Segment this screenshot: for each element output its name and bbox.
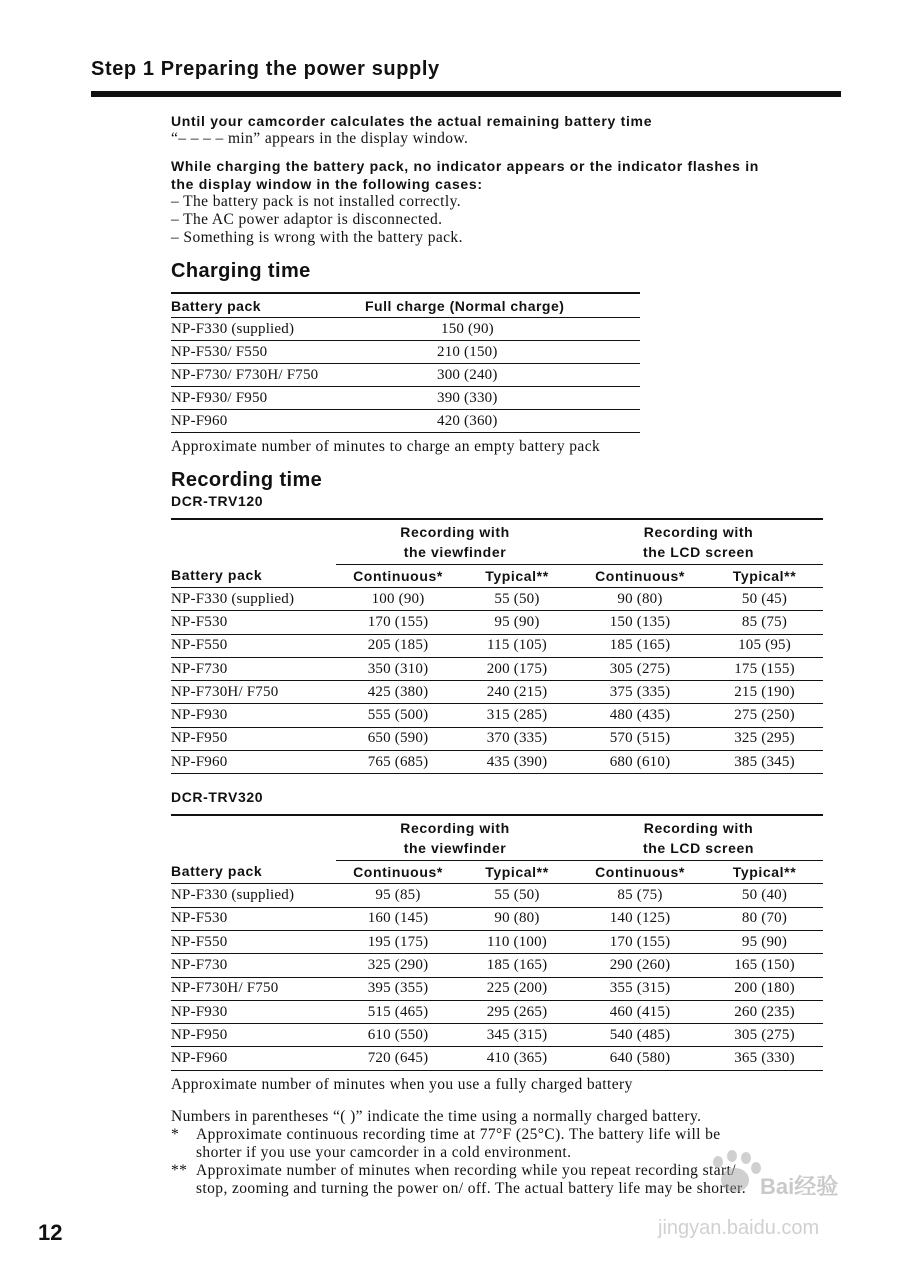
table-row [171,977,823,1000]
table-row [171,318,640,341]
battery-pack-cell: NP-F330 (supplied) [171,884,336,907]
typical-header: Typical** [706,861,823,884]
value-cell: 375 (335) [574,681,706,704]
value-cell: 555 (500) [336,704,460,727]
page-number: 12 [38,1220,63,1245]
bullet-item: – The AC power adaptor is disconnected. [171,211,443,228]
lcd-header-line2: the LCD screen [642,544,755,560]
table-row [171,611,823,634]
value-cell: 350 (310) [336,657,460,680]
viewfinder-group-header [336,815,574,861]
value-cell: 395 (355) [336,977,460,1000]
value-cell: 315 (285) [460,704,574,727]
battery-pack-cell: NP-F930 [171,704,336,727]
value-cell: 90 (80) [574,588,706,611]
battery-pack-cell: NP-F930 [171,1000,336,1023]
value-cell: 115 (105) [460,634,574,657]
battery-pack-cell: NP-F550 [171,634,336,657]
footnote-text: Approximate continuous recording time at 77°F (25°C). The battery life will be [196,1125,721,1143]
continuous-header: Continuous* [574,861,706,884]
value-cell: 305 (275) [574,657,706,680]
viewfinder-header-line1: Recording with [400,524,510,540]
value-cell: 480 (435) [574,704,706,727]
battery-pack-cell: NP-F330 (supplied) [171,588,336,611]
battery-pack-cell: NP-F530 [171,611,336,634]
value-cell: 260 (235) [706,1000,823,1023]
intro-section [171,112,823,247]
value-cell: 570 (515) [574,727,706,750]
table-row [171,634,823,657]
battery-pack-cell: NP-F730 [171,954,336,977]
battery-pack-cell: NP-F550 [171,930,336,953]
value-cell: 105 (95) [706,634,823,657]
value-cell: 410 (365) [460,1047,574,1070]
value-cell: 110 (100) [460,930,574,953]
table-row [171,387,640,410]
value-cell: 390 (330) [365,387,640,410]
viewfinder-header-line1: Recording with [400,820,510,837]
value-cell: 200 (175) [460,657,574,680]
footnote-marker: * [171,1125,180,1143]
value-cell: 275 (250) [706,704,823,727]
continuous-header: Continuous* [336,861,460,884]
value-cell: 460 (415) [574,1000,706,1023]
table-row [171,364,640,387]
viewfinder-header-line2: the viewfinder [403,840,507,857]
lcd-group-header [574,815,823,861]
value-cell: 325 (290) [336,954,460,977]
value-cell: 385 (345) [706,751,823,774]
recording-time-table-trv120 [171,518,823,774]
value-cell: 95 (90) [706,930,823,953]
watermark-brand: Bai经验 [760,1174,839,1199]
value-cell: 435 (390) [460,751,574,774]
recording-time-title: Recording time [171,469,323,491]
typical-header: Typical** [706,565,823,588]
baidu-jingyan-watermark [640,1150,850,1245]
charging-caption: Approximate number of minutes to charge an empty battery pack [171,438,601,455]
table-row [171,954,823,977]
bullet-item: – Something is wrong with the battery pack. [171,229,463,246]
value-cell: 640 (580) [574,1047,706,1070]
lcd-header-line1: Recording with [643,820,754,837]
value-cell: 170 (155) [574,930,706,953]
charging-indicator-heading-line2: the display window in the following cases: [171,176,483,192]
page-content [171,112,823,1198]
charging-time-table [171,292,640,433]
value-cell: 195 (175) [336,930,460,953]
value-cell: 175 (155) [706,657,823,680]
value-cell: 365 (330) [706,1047,823,1070]
table-row [171,410,640,433]
battery-pack-cell: NP-F530/ F550 [171,341,365,364]
value-cell: 680 (610) [574,751,706,774]
footnote-marker: ** [171,1161,188,1179]
value-cell: 225 (200) [460,977,574,1000]
value-cell: 355 (315) [574,977,706,1000]
battery-pack-cell: NP-F530 [171,907,336,930]
battery-pack-cell: NP-F730/ F730H/ F750 [171,364,365,387]
charging-time-title: Charging time [171,260,311,282]
value-cell: 345 (315) [460,1024,574,1047]
viewfinder-group-header [336,519,574,565]
lcd-group-header [574,519,823,565]
table-row [171,751,823,774]
table-row [171,704,823,727]
battery-pack-header: Battery pack [171,815,336,884]
battery-pack-cell: NP-F950 [171,727,336,750]
value-cell: 55 (50) [460,884,574,907]
table-row [171,907,823,930]
value-cell: 295 (265) [460,1000,574,1023]
value-cell: 95 (85) [336,884,460,907]
header-rule [91,91,841,97]
value-cell: 90 (80) [460,907,574,930]
value-cell: 50 (40) [706,884,823,907]
battery-pack-cell: NP-F730H/ F750 [171,977,336,1000]
lcd-header-line2: the LCD screen [642,840,755,857]
page-header-title: Step 1 Preparing the power supply [91,58,440,80]
value-cell: 610 (550) [336,1024,460,1047]
recording-time-table-trv320 [171,814,823,1070]
parentheses-note: Numbers in parentheses “( )” indicate the time using a normally charged battery. [171,1107,702,1125]
value-cell: 420 (360) [365,410,640,433]
lcd-header-line1: Recording with [643,524,754,540]
value-cell: 80 (70) [706,907,823,930]
value-cell: 425 (380) [336,681,460,704]
value-cell: 160 (145) [336,907,460,930]
value-cell: 215 (190) [706,681,823,704]
table-row [171,1024,823,1047]
value-cell: 720 (645) [336,1047,460,1070]
value-cell: 240 (215) [460,681,574,704]
value-cell: 140 (125) [574,907,706,930]
value-cell: 200 (180) [706,977,823,1000]
table-row [171,588,823,611]
footnote-text: stop, zooming and turning the power on/ off. The actual battery life may be shorter. [196,1179,746,1197]
table-row [171,341,640,364]
table-row [171,657,823,680]
table-row [171,1000,823,1023]
value-cell: 170 (155) [336,611,460,634]
table-row [171,930,823,953]
value-cell: 305 (275) [706,1024,823,1047]
model-name: DCR-TRV120 [171,493,264,509]
table-row [171,727,823,750]
typical-header: Typical** [460,861,574,884]
value-cell: 515 (465) [336,1000,460,1023]
battery-pack-cell: NP-F730 [171,657,336,680]
battery-pack-cell: NP-F930/ F950 [171,387,365,410]
watermark-url: jingyan.baidu.com [658,1217,820,1239]
column-header: Full charge (Normal charge) [365,293,640,318]
value-cell: 300 (240) [365,364,640,387]
column-header: Battery pack [171,293,365,318]
model-name: DCR-TRV320 [171,789,264,806]
table-row [171,884,823,907]
value-cell: 100 (90) [336,588,460,611]
value-cell: 150 (135) [574,611,706,634]
value-cell: 205 (185) [336,634,460,657]
value-cell: 85 (75) [574,884,706,907]
table-row [171,1047,823,1070]
value-cell: 50 (45) [706,588,823,611]
value-cell: 290 (260) [574,954,706,977]
footnote-text: shorter if you use your camcorder in a cold environment. [196,1143,572,1161]
battery-pack-cell: NP-F960 [171,410,365,433]
battery-pack-cell: NP-F960 [171,1047,336,1070]
typical-header: Typical** [460,565,574,588]
value-cell: 150 (90) [365,318,640,341]
value-cell: 85 (75) [706,611,823,634]
value-cell: 540 (485) [574,1024,706,1047]
paw-logo-icon [713,1150,761,1192]
battery-pack-header: Battery pack [171,519,336,588]
battery-pack-cell: NP-F960 [171,751,336,774]
value-cell: 95 (90) [460,611,574,634]
value-cell: 55 (50) [460,588,574,611]
value-cell: 370 (335) [460,727,574,750]
value-cell: 765 (685) [336,751,460,774]
battery-pack-cell: NP-F730H/ F750 [171,681,336,704]
value-cell: 165 (150) [706,954,823,977]
value-cell: 185 (165) [460,954,574,977]
value-cell: 185 (165) [574,634,706,657]
recording-caption: Approximate number of minutes when you use a fully charged battery [171,1075,633,1093]
continuous-header: Continuous* [574,565,706,588]
value-cell: 210 (150) [365,341,640,364]
battery-pack-cell: NP-F950 [171,1024,336,1047]
remaining-time-heading: Until your camcorder calculates the actual remaining battery time [171,113,653,129]
charging-indicator-heading-line1: While charging the battery pack, no indicator appears or the indicator flashes in [171,158,760,174]
value-cell: 650 (590) [336,727,460,750]
footnote-text: Approximate number of minutes when recording while you repeat recording start/ [196,1161,736,1179]
battery-pack-cell: NP-F330 (supplied) [171,318,365,341]
table-row [171,681,823,704]
value-cell: 325 (295) [706,727,823,750]
viewfinder-header-line2: the viewfinder [403,544,507,560]
bullet-item: – The battery pack is not installed correctly. [171,193,461,210]
continuous-header: Continuous* [336,565,460,588]
remaining-time-text: “– – – – min” appears in the display window. [171,130,469,147]
